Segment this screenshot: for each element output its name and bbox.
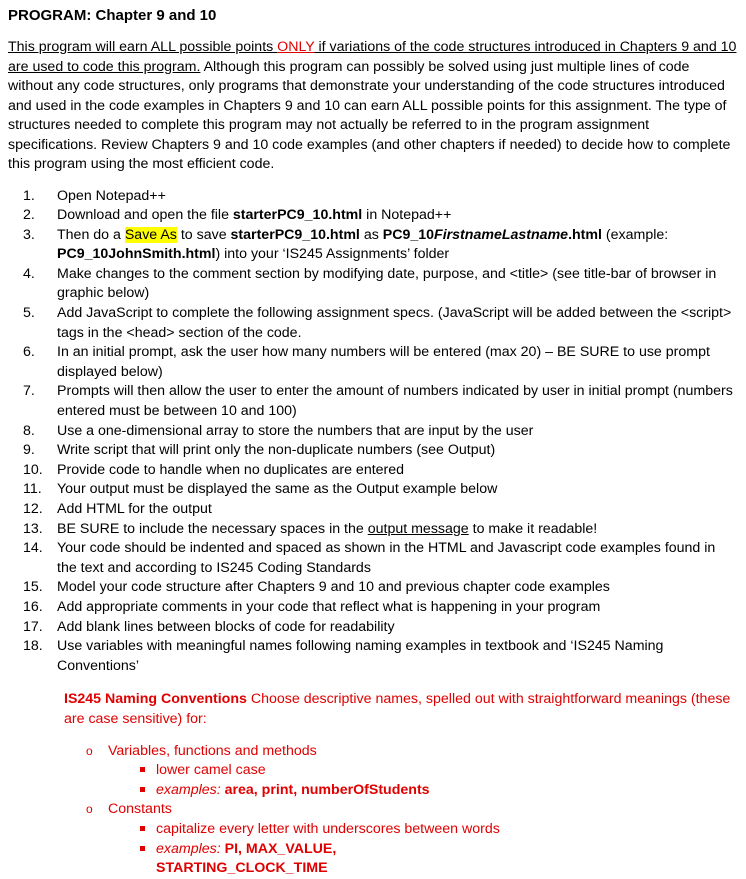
- square-bullet-icon: [140, 846, 145, 851]
- item-number: 7.: [23, 383, 35, 400]
- list-item: [8, 422, 738, 442]
- square-bullet-icon: [140, 787, 145, 792]
- item-text: ) into your ‘IS245 Assignments’ folder: [215, 246, 450, 263]
- item-number: 1.: [23, 187, 35, 204]
- item-text: Add blank lines between blocks of code for readability: [57, 618, 395, 635]
- list-item: [8, 520, 738, 540]
- list-item: [8, 265, 738, 304]
- list-item: [8, 441, 738, 461]
- item-text: Add JavaScript to complete the following assignment specs. (JavaScript will be added between the <script> tags in the <head> section of the code.: [57, 305, 732, 341]
- item-text: BE SURE to include the necessary spaces in the: [57, 520, 368, 537]
- item-number: 5.: [23, 305, 35, 322]
- list-item: [8, 304, 738, 343]
- list-item: [8, 343, 738, 382]
- item-number: 14.: [23, 540, 43, 557]
- list-item: [8, 618, 738, 638]
- examples-values: area, print, numberOfStudents: [224, 781, 430, 798]
- item-text: Download and open the file: [57, 207, 233, 224]
- bullet-text: lower camel case: [156, 762, 266, 779]
- intro-only: ONLY: [277, 39, 315, 55]
- list-item: [8, 187, 738, 207]
- list-item: [8, 226, 738, 265]
- naming-conventions-paragraph: [64, 690, 738, 729]
- item-number: 8.: [23, 422, 35, 439]
- item-text: Open Notepad++: [57, 187, 166, 204]
- item-text: Then do a: [57, 226, 125, 243]
- file-name: PC9_10: [382, 226, 435, 243]
- example-file-name: PC9_10JohnSmith.html: [57, 246, 216, 263]
- list-item: [8, 480, 738, 500]
- item-number: 4.: [23, 265, 35, 282]
- item-number: 13.: [23, 520, 43, 537]
- item-number: 9.: [23, 442, 35, 459]
- item-text: Add HTML for the output: [57, 501, 212, 517]
- underlined-output-message: output message: [367, 520, 469, 537]
- item-text: Add appropriate comments in your code that reflect what is happening in your program: [57, 598, 601, 615]
- bullet-item: [86, 820, 738, 840]
- square-bullet-icon: [140, 826, 145, 831]
- item-text: Make changes to the comment section by modifying date, purpose, and <title> (see title-bar of browser in graphic below): [57, 265, 717, 302]
- circle-bullet-icon: o: [86, 743, 93, 758]
- highlighted-save-as: Save As: [124, 226, 177, 243]
- intro-rest: Although this program can possibly be solved using just multiple lines of code without any code structures, only programs that demonstrate your understanding of the code structures introduced and used in the code examples in Chapters 9 and 10 can earn ALL possible points for this assignment. The type of structures needed to complete this program may not actually be referred to in the program assignment specifications. Review Chapters 9 and 10 code examples (and other chapters if needed) to decide how to complete this program using the most efficient code.: [8, 58, 731, 172]
- item-text: Use a one-dimensional array to store the numbers that are input by the user: [57, 422, 534, 439]
- item-number: 12.: [23, 501, 43, 517]
- item-text: to make it readable!: [468, 520, 598, 537]
- examples-label: examples:: [156, 781, 225, 798]
- item-number: 15.: [23, 579, 43, 596]
- list-item: [8, 500, 738, 520]
- item-number: 3.: [23, 226, 35, 243]
- item-text: Your code should be indented and spaced as shown in the HTML and Javascript code examples found in the text and according to IS245 Coding Standards: [57, 540, 716, 576]
- square-bullet-icon: [140, 767, 145, 772]
- item-number: 2.: [23, 207, 35, 224]
- bullet-item: [86, 781, 738, 801]
- list-item: [8, 539, 738, 578]
- file-name: starterPC9_10.html: [230, 226, 360, 243]
- item-number: 11.: [23, 481, 42, 498]
- list-item: [8, 461, 738, 481]
- list-item: [8, 598, 738, 618]
- item-number: 6.: [23, 344, 35, 361]
- page-title: PROGRAM: Chapter 9 and 10: [8, 7, 217, 24]
- intro-underlined-b: if variations of the code structures introduced in Chapters 9 and 10 are used to code this program.: [8, 39, 737, 75]
- group-label: Variables, functions and methods: [108, 742, 317, 759]
- file-name: .html: [568, 226, 602, 243]
- steps-list: [8, 187, 738, 677]
- naming-text: Choose descriptive names, spelled out with straightforward meanings (these are case sensitive) for:: [64, 691, 731, 727]
- item-text: Model your code structure after Chapters 9 and 10 and previous chapter code examples: [57, 579, 610, 596]
- item-text: to save: [176, 226, 231, 243]
- list-item: [8, 637, 738, 676]
- bullet-item: [86, 761, 738, 781]
- item-text: Your output must be displayed the same as the Output example below: [57, 481, 498, 498]
- naming-groups: [86, 742, 738, 879]
- item-text: (example:: [601, 226, 669, 243]
- item-number: 18.: [23, 638, 43, 655]
- item-number: 16.: [23, 598, 43, 615]
- item-text: Provide code to handle when no duplicates are entered: [57, 461, 405, 478]
- document-page: [8, 0, 738, 879]
- item-text: as: [359, 226, 383, 243]
- item-number: 17.: [23, 618, 43, 635]
- file-name: starterPC9_10.html: [232, 207, 363, 224]
- group-constants: [86, 800, 738, 820]
- list-item: [8, 206, 738, 226]
- item-text: in Notepad++: [362, 207, 452, 224]
- list-item: [8, 382, 738, 421]
- bullet-item: [86, 840, 356, 879]
- file-name-placeholder: FirstnameLastname: [434, 226, 569, 243]
- intro-paragraph: [8, 38, 738, 175]
- intro-underlined-a: This program will earn ALL possible points: [8, 39, 278, 55]
- group-label: Constants: [108, 801, 172, 818]
- naming-heading: IS245 Naming Conventions: [64, 691, 247, 708]
- examples-values: PI, MAX_VALUE, STARTING_CLOCK_TIME: [156, 840, 337, 877]
- item-text: Use variables with meaningful names following naming examples in textbook and ‘IS245 Naming Conventions’: [57, 638, 664, 674]
- item-text: Prompts will then allow the user to enter the amount of numbers indicated by user in initial prompt (numbers entered must be between 10 and 100): [57, 383, 733, 420]
- bullet-text: capitalize every letter with underscores between words: [156, 820, 500, 837]
- examples-label: examples:: [156, 840, 225, 857]
- item-number: 10.: [23, 461, 43, 478]
- item-text: In an initial prompt, ask the user how many numbers will be entered (max 20) – BE SURE to use prompt displayed below): [57, 344, 710, 380]
- group-variables: [86, 742, 738, 762]
- list-item: [8, 578, 738, 598]
- circle-bullet-icon: o: [86, 802, 93, 817]
- item-text: Write script that will print only the non-duplicate numbers (see Output): [57, 442, 496, 459]
